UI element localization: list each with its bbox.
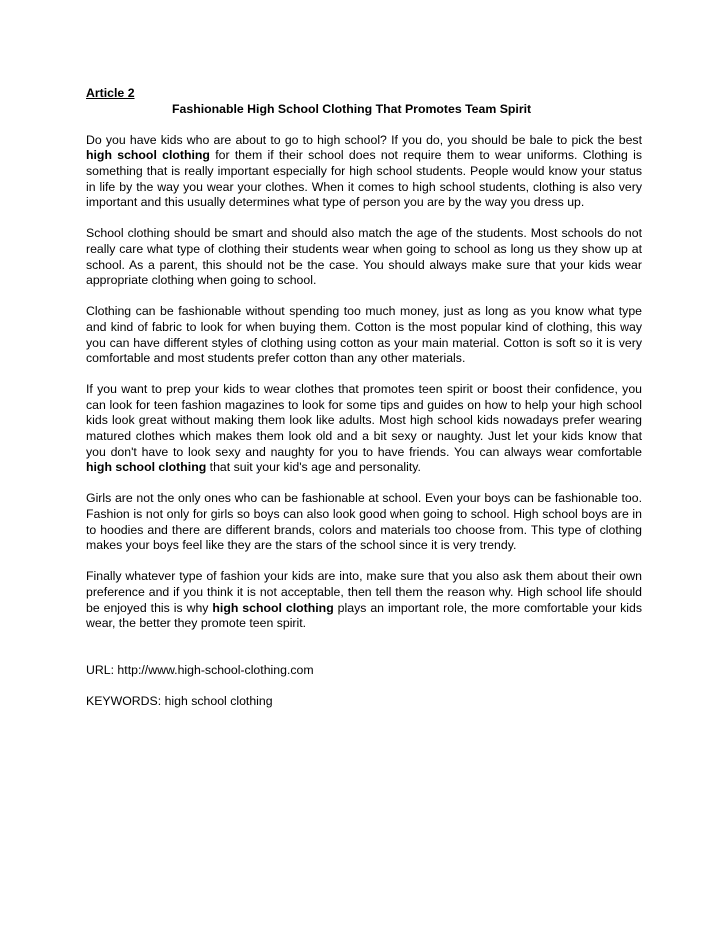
paragraph-5 xyxy=(86,491,642,553)
paragraph-text: School clothing should be smart and should also match the age of the students. Most schools do not really care what type of clothing their students wear when going to school as long us they show up at school. As a parent, this should not be the case. You should always make sure that your kids wear appropriate clothing when going to school. xyxy=(86,226,642,288)
paragraph-text: for them if their school does not require them to wear uniforms. Clothing is something that is really important especially for high school students. People would know your status in life by the way you wear your clothes. When it comes to high school students, clothing is also very important and this usually determines what type of person you are by the way you dress up. xyxy=(86,148,642,210)
paragraph-6 xyxy=(86,569,642,631)
article-title: Fashionable High School Clothing That Promotes Team Spirit xyxy=(172,101,532,116)
paragraph-text: that suit your kid's age and personality. xyxy=(206,460,421,475)
keyword-highlight: high school clothing xyxy=(212,600,334,615)
paragraph-text: plays an important role, the more comfortable your kids wear, the better they promote teen spirit. xyxy=(86,600,642,631)
keyword-highlight: high school clothing xyxy=(86,148,210,163)
url-line: URL: http://www.high-school-clothing.com xyxy=(86,662,314,677)
paragraph-text: Finally whatever type of fashion your kids are into, make sure that you also ask them about their own preference and if you think it is not acceptable, then tell them the reason why. High school life should be enjoyed this is why xyxy=(86,569,642,615)
paragraph-text: Do you have kids who are about to go to high school? If you do, you should be bale to pick the best xyxy=(86,132,642,147)
keywords-line: KEYWORDS: high school clothing xyxy=(86,694,273,709)
keyword-highlight: high school clothing xyxy=(86,460,207,475)
paragraph-3 xyxy=(86,304,642,366)
paragraph-1 xyxy=(86,133,642,211)
paragraph-text: Girls are not the only ones who can be fashionable at school. Even your boys can be fashionable too. Fashion is not only for girls so boys can also look good when going to school. High school boys are in to hoodies and there are different brands, colors and materials too choose from. This type of clothing makes your boys feel like they are the stars of the school since it is very trendy. xyxy=(86,491,642,553)
article-label: Article 2 xyxy=(86,86,135,100)
paragraph-4 xyxy=(86,382,642,476)
spacer xyxy=(86,647,642,663)
paragraph-text: If you want to prep your kids to wear clothes that promotes teen spirit or boost their confidence, you can look for teen fashion magazines to look for some tips and guides on how to help your high school kids look great without making them look like adults. Most high school kids nowadays prefer wearing matured clothes which makes them look old and a bit sexy or naughty. Just let your kids know that you don't have to look sexy and naughty for you to have friends. You can always wear comfortable xyxy=(86,382,642,459)
document-page xyxy=(86,86,642,725)
paragraph-2 xyxy=(86,226,642,288)
article-body xyxy=(86,133,642,632)
paragraph-text: Clothing can be fashionable without spending too much money, just as long as you know what type and kind of fabric to look for when buying them. Cotton is the most popular kind of clothing, this way you can have different styles of clothing using cotton as your main material. Cotton is soft so it is very comfortable and most students prefer cotton than any other materials. xyxy=(86,304,642,366)
